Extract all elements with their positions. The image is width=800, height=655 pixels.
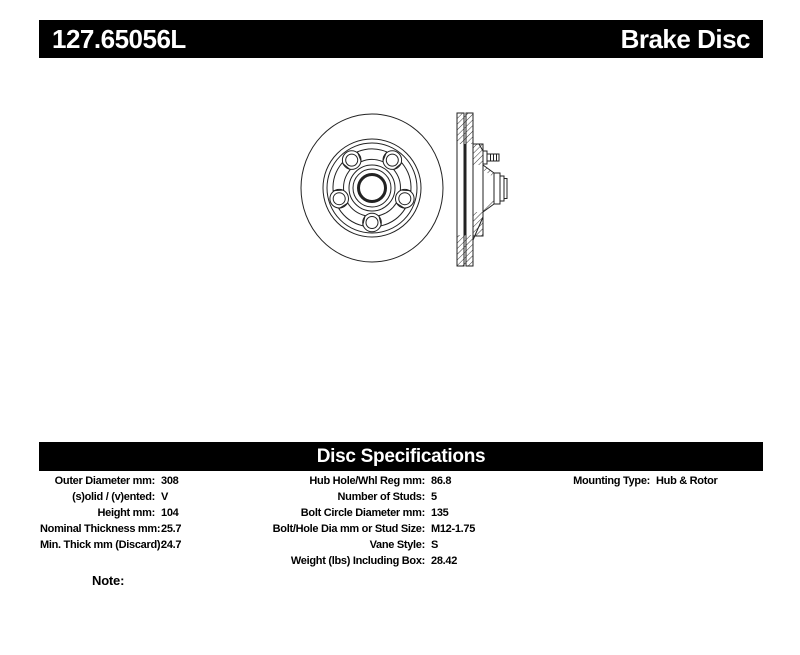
spec-title: Disc Specifications — [316, 445, 486, 467]
spec-label: Height mm: — [97, 507, 155, 519]
spec-row-weight — [265, 553, 475, 569]
spec-label: Vane Style: — [369, 539, 425, 551]
spec-value: 104 — [161, 507, 179, 519]
spec-label: Number of Studs: — [337, 491, 425, 503]
spec-value: 5 — [431, 491, 437, 503]
spec-value: 86.8 — [431, 475, 452, 487]
spec-label: Min. Thick mm (Discard): — [40, 539, 164, 551]
product-name: Brake Disc — [620, 23, 750, 54]
side-view — [457, 113, 507, 266]
spec-label: Weight (lbs) Including Box: — [290, 555, 425, 567]
spec-value: 28.42 — [431, 555, 458, 567]
technical-drawing — [295, 105, 510, 275]
spec-value: 25.7 — [161, 523, 182, 535]
spec-label: Bolt Circle Diameter mm: — [300, 507, 425, 519]
spec-label: Outer Diameter mm: — [54, 475, 155, 487]
spec-value: 135 — [431, 507, 449, 519]
note-label: Note: — [92, 573, 125, 588]
part-number: 127.65056L — [52, 23, 186, 54]
spec-label: Mounting Type: — [573, 475, 650, 487]
front-view — [301, 114, 443, 262]
spec-column-mounting — [538, 473, 717, 489]
spec-column-hub — [265, 473, 475, 569]
spec-row-hub-hole — [265, 473, 475, 489]
spec-row-number-of-studs — [265, 489, 475, 505]
hub-slots — [333, 149, 411, 226]
spec-label: (s)olid / (v)ented: — [72, 491, 155, 503]
spec-row-nominal-thickness — [40, 521, 181, 537]
spec-column-dimensions — [40, 473, 181, 553]
brake-disc-diagram — [295, 105, 510, 275]
spec-value: V — [161, 491, 169, 503]
spec-value: Hub & Rotor — [656, 475, 718, 487]
spec-value: 24.7 — [161, 539, 182, 551]
wheel-stud — [483, 151, 499, 164]
header-bar — [39, 20, 763, 58]
spec-row-outer-diameter — [40, 473, 181, 489]
spec-value: 308 — [161, 475, 179, 487]
spec-row-min-thick — [40, 537, 181, 553]
spec-value: S — [431, 539, 439, 551]
spec-label: Bolt/Hole Dia mm or Stud Size: — [272, 523, 425, 535]
spec-title-bar — [39, 442, 763, 471]
spec-row-solid-vented — [40, 489, 181, 505]
spec-row-height — [40, 505, 181, 521]
spec-row-vane-style — [265, 537, 475, 553]
spec-value: M12-1.75 — [431, 523, 476, 535]
spec-label: Nominal Thickness mm: — [40, 523, 161, 535]
spec-row-bolt-hole-dia — [265, 521, 475, 537]
spec-label: Hub Hole/Whl Reg mm: — [309, 475, 425, 487]
spec-row-bolt-circle — [265, 505, 475, 521]
spec-row-mounting-type — [538, 473, 717, 489]
